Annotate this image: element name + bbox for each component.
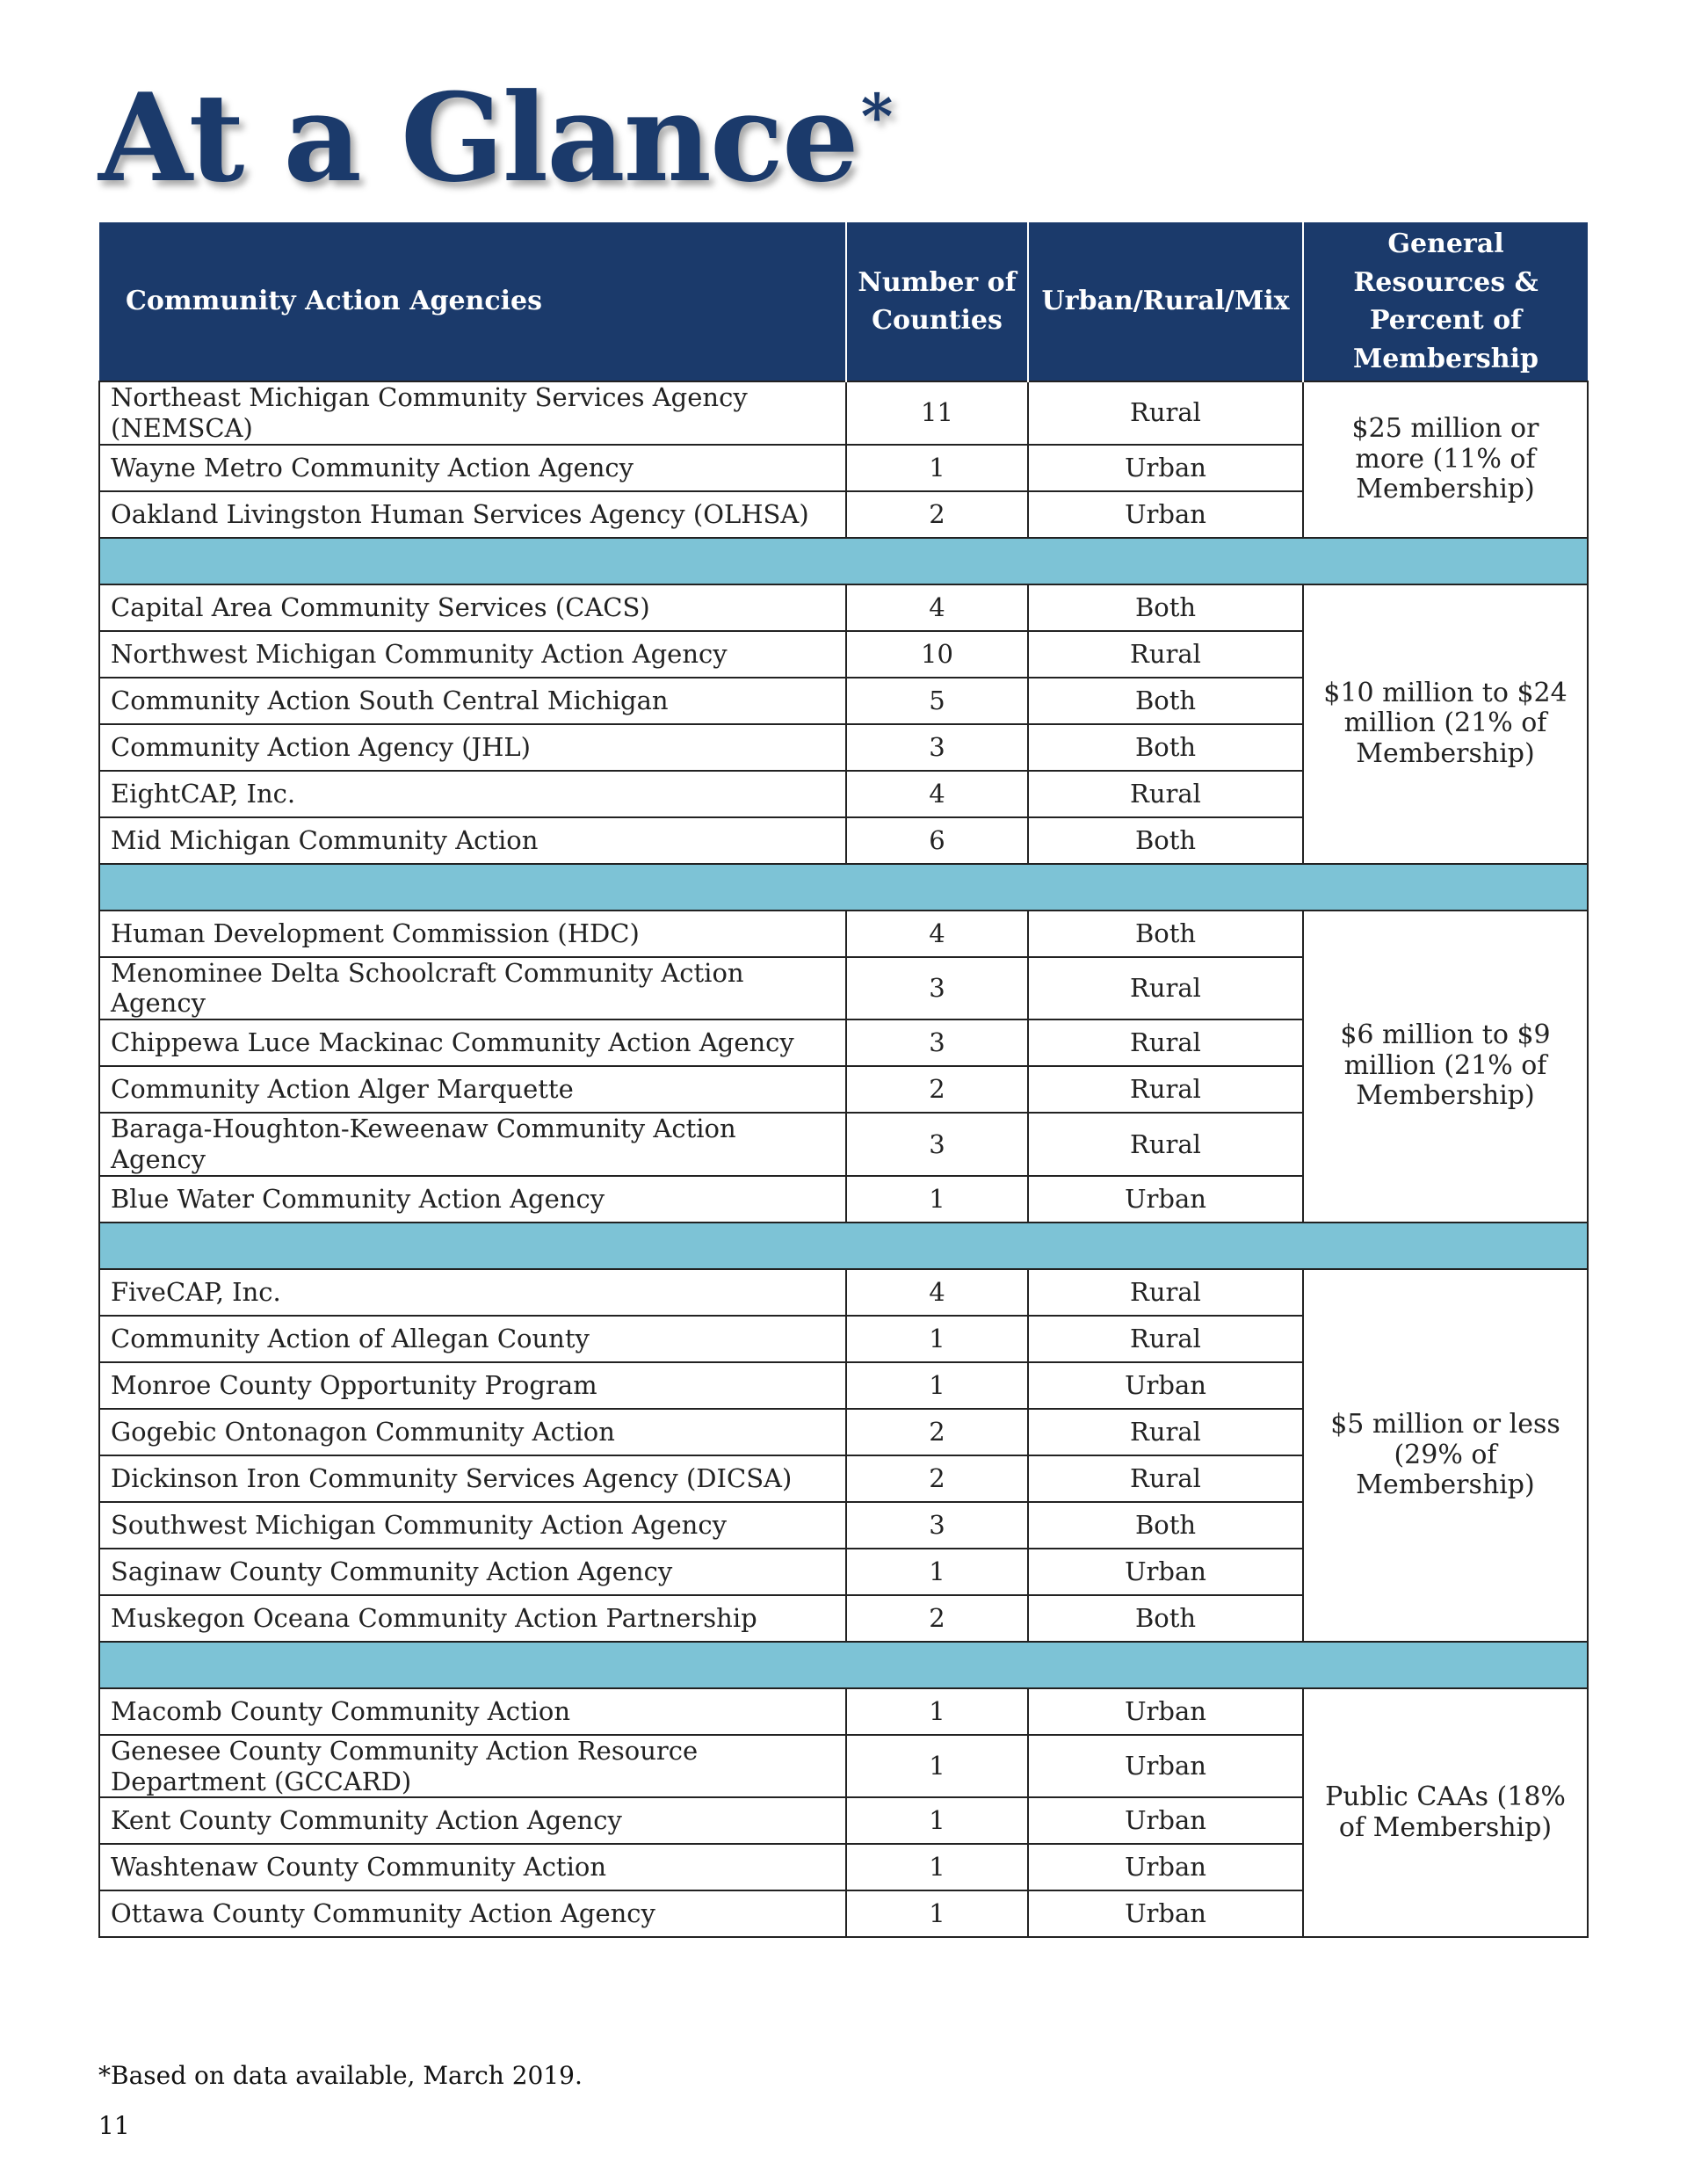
type-cell: Rural (1028, 1409, 1303, 1455)
type-cell: Urban (1028, 491, 1303, 538)
agency-cell: Monroe County Opportunity Program (99, 1362, 846, 1409)
counties-cell: 2 (846, 1595, 1028, 1642)
agency-cell: Human Development Commission (HDC) (99, 911, 846, 957)
type-cell: Rural (1028, 1269, 1303, 1316)
group-separator-row (99, 864, 1588, 911)
page-title-text: At a Glance (98, 66, 858, 209)
type-cell: Rural (1028, 381, 1303, 445)
type-cell: Urban (1028, 1362, 1303, 1409)
table-row (99, 911, 1588, 957)
agency-cell: Community Action Agency (JHL) (99, 724, 846, 771)
type-cell: Rural (1028, 1455, 1303, 1502)
agency-cell: Capital Area Community Services (CACS) (99, 584, 846, 631)
counties-cell: 10 (846, 631, 1028, 678)
agency-cell: Genesee County Community Action Resource Department (GCCARD) (99, 1735, 846, 1798)
counties-cell: 2 (846, 1066, 1028, 1113)
header-counties: Number of Counties (846, 222, 1028, 381)
type-cell: Urban (1028, 1735, 1303, 1798)
table-row (99, 381, 1588, 445)
agency-cell: Northwest Michigan Community Action Agency (99, 631, 846, 678)
table-row (99, 1688, 1588, 1735)
type-cell: Urban (1028, 1797, 1303, 1844)
agencies-table (98, 222, 1589, 1938)
counties-cell: 1 (846, 1797, 1028, 1844)
group-separator-row (99, 538, 1588, 584)
counties-cell: 1 (846, 445, 1028, 491)
title-asterisk: * (860, 80, 892, 153)
type-cell: Both (1028, 1595, 1303, 1642)
type-cell: Urban (1028, 1688, 1303, 1735)
header-resources: General Resources & Percent of Membership (1303, 222, 1588, 381)
agency-cell: Menominee Delta Schoolcraft Community Action Agency (99, 957, 846, 1020)
header-type: Urban/Rural/Mix (1028, 222, 1303, 381)
agency-cell: Baraga-Houghton-Keweenaw Community Action Agency (99, 1113, 846, 1176)
group-separator (99, 1642, 1588, 1688)
agency-cell: Dickinson Iron Community Services Agency (DICSA) (99, 1455, 846, 1502)
counties-cell: 1 (846, 1362, 1028, 1409)
counties-cell: 4 (846, 584, 1028, 631)
counties-cell: 2 (846, 1455, 1028, 1502)
agency-cell: Kent County Community Action Agency (99, 1797, 846, 1844)
table-body (99, 381, 1588, 1937)
type-cell: Rural (1028, 1113, 1303, 1176)
resources-cell: Public CAAs (18% of Membership) (1303, 1688, 1588, 1938)
page-number: 11 (98, 2111, 130, 2140)
type-cell: Urban (1028, 445, 1303, 491)
table-header-row (99, 222, 1588, 381)
group-separator-row (99, 1642, 1588, 1688)
agency-cell: Saginaw County Community Action Agency (99, 1549, 846, 1595)
type-cell: Rural (1028, 957, 1303, 1020)
type-cell: Both (1028, 911, 1303, 957)
page-title (98, 66, 892, 209)
counties-cell: 3 (846, 1113, 1028, 1176)
type-cell: Both (1028, 678, 1303, 724)
type-cell: Urban (1028, 1549, 1303, 1595)
type-cell: Rural (1028, 631, 1303, 678)
counties-cell: 11 (846, 381, 1028, 445)
type-cell: Both (1028, 817, 1303, 864)
counties-cell: 1 (846, 1844, 1028, 1890)
type-cell: Urban (1028, 1176, 1303, 1223)
counties-cell: 1 (846, 1549, 1028, 1595)
counties-cell: 5 (846, 678, 1028, 724)
agency-cell: Oakland Livingston Human Services Agency (OLHSA) (99, 491, 846, 538)
agency-cell: Northeast Michigan Community Services Agency (NEMSCA) (99, 381, 846, 445)
type-cell: Rural (1028, 1316, 1303, 1362)
counties-cell: 3 (846, 1502, 1028, 1549)
agency-cell: Chippewa Luce Mackinac Community Action Agency (99, 1019, 846, 1066)
type-cell: Both (1028, 724, 1303, 771)
agency-cell: Mid Michigan Community Action (99, 817, 846, 864)
type-cell: Urban (1028, 1890, 1303, 1937)
agency-cell: Muskegon Oceana Community Action Partnership (99, 1595, 846, 1642)
counties-cell: 1 (846, 1735, 1028, 1798)
group-separator-row (99, 1223, 1588, 1269)
agency-cell: Blue Water Community Action Agency (99, 1176, 846, 1223)
agency-cell: Ottawa County Community Action Agency (99, 1890, 846, 1937)
counties-cell: 2 (846, 491, 1028, 538)
counties-cell: 1 (846, 1316, 1028, 1362)
agency-cell: Gogebic Ontonagon Community Action (99, 1409, 846, 1455)
resources-cell: $10 million to $24 million (21% of Membership) (1303, 584, 1588, 864)
header-agency: Community Action Agencies (99, 222, 846, 381)
group-separator (99, 864, 1588, 911)
type-cell: Rural (1028, 1019, 1303, 1066)
counties-cell: 4 (846, 771, 1028, 817)
resources-cell: $25 million or more (11% of Membership) (1303, 381, 1588, 538)
agency-cell: Community Action South Central Michigan (99, 678, 846, 724)
counties-cell: 1 (846, 1176, 1028, 1223)
footnote: *Based on data available, March 2019. (98, 2061, 583, 2090)
agency-cell: Macomb County Community Action (99, 1688, 846, 1735)
resources-cell: $6 million to $9 million (21% of Membership) (1303, 911, 1588, 1223)
counties-cell: 2 (846, 1409, 1028, 1455)
agency-cell: Southwest Michigan Community Action Agency (99, 1502, 846, 1549)
type-cell: Rural (1028, 1066, 1303, 1113)
counties-cell: 4 (846, 911, 1028, 957)
counties-cell: 6 (846, 817, 1028, 864)
group-separator (99, 538, 1588, 584)
counties-cell: 3 (846, 957, 1028, 1020)
agency-cell: Washtenaw County Community Action (99, 1844, 846, 1890)
group-separator (99, 1223, 1588, 1269)
counties-cell: 1 (846, 1688, 1028, 1735)
type-cell: Both (1028, 584, 1303, 631)
agency-cell: EightCAP, Inc. (99, 771, 846, 817)
agency-cell: FiveCAP, Inc. (99, 1269, 846, 1316)
type-cell: Rural (1028, 771, 1303, 817)
type-cell: Urban (1028, 1844, 1303, 1890)
counties-cell: 3 (846, 724, 1028, 771)
agency-cell: Community Action of Allegan County (99, 1316, 846, 1362)
table-row (99, 1269, 1588, 1316)
resources-cell: $5 million or less (29% of Membership) (1303, 1269, 1588, 1642)
table-row (99, 584, 1588, 631)
counties-cell: 3 (846, 1019, 1028, 1066)
agency-cell: Community Action Alger Marquette (99, 1066, 846, 1113)
counties-cell: 4 (846, 1269, 1028, 1316)
agency-cell: Wayne Metro Community Action Agency (99, 445, 846, 491)
counties-cell: 1 (846, 1890, 1028, 1937)
type-cell: Both (1028, 1502, 1303, 1549)
